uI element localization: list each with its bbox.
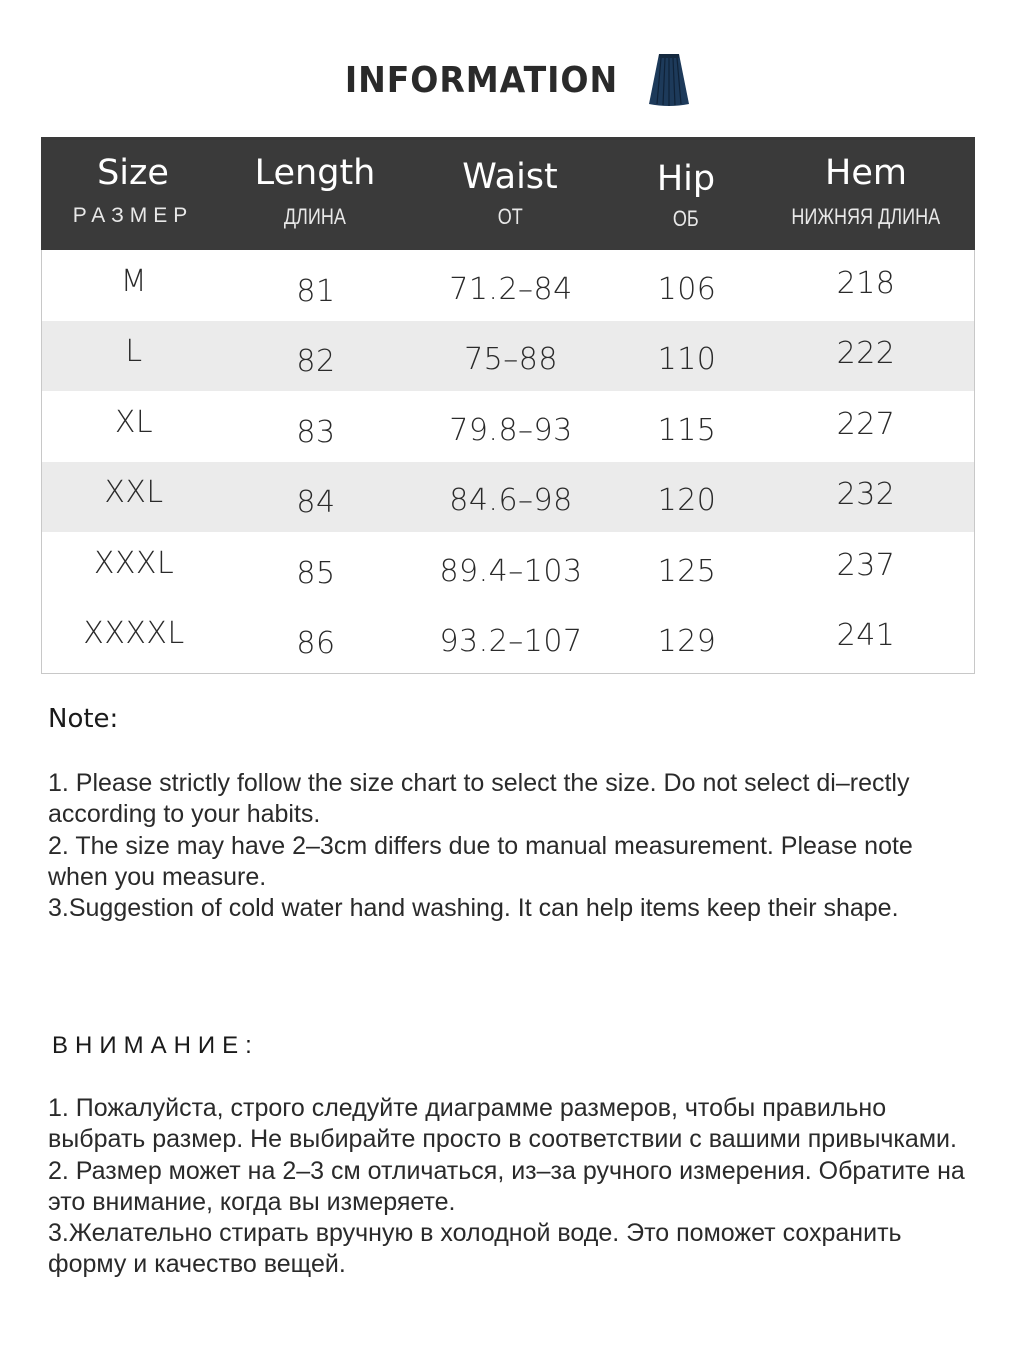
cell-length: 84 — [296, 485, 336, 521]
column-header-en: Hip — [656, 159, 716, 199]
cell-waist: 75–88 — [464, 342, 558, 378]
cell-hip: 106 — [657, 271, 717, 307]
page-header — [0, 50, 1024, 110]
cell-length: 83 — [296, 414, 336, 450]
cell-size: XXXXL — [83, 616, 185, 652]
column-header-waist — [405, 138, 615, 250]
cell-size: XXL — [104, 475, 164, 511]
column-header-hip — [615, 138, 757, 250]
cell-hip: 125 — [657, 553, 717, 589]
cell-hem: 237 — [836, 547, 896, 583]
cell-waist: 89.4–103 — [439, 553, 583, 589]
column-header-en: Waist — [462, 157, 558, 197]
table-row — [42, 321, 974, 392]
column-header-ru: РАЗМЕР — [72, 204, 194, 227]
column-header-length — [225, 138, 405, 250]
cell-length: 81 — [296, 273, 336, 309]
cell-hip: 120 — [657, 483, 717, 519]
cell-hem: 227 — [836, 406, 896, 442]
cell-hip: 129 — [657, 624, 717, 660]
note-list-ru — [48, 1093, 968, 1281]
list-item: 2. Размер может на 2–3 см отличаться, из–за ручного измерения. Обратите на это внимание, когда вы измеряете. — [48, 1156, 965, 1216]
cell-size: L — [125, 334, 143, 370]
column-header-en: Length — [254, 153, 376, 193]
cell-waist: 71.2–84 — [449, 271, 573, 307]
note-list — [48, 768, 948, 924]
table-header — [41, 137, 975, 250]
page-title: INFORMATION — [345, 59, 619, 101]
cell-hip: 110 — [657, 342, 717, 378]
table-row — [42, 250, 974, 321]
cell-waist: 79.8–93 — [449, 412, 573, 448]
column-header-ru: ДЛИНА — [283, 204, 347, 229]
table-row — [42, 532, 974, 603]
cell-hem: 232 — [836, 477, 896, 513]
cell-length: 85 — [296, 555, 336, 591]
column-header-en: Hem — [825, 153, 907, 193]
column-header-en: Size — [97, 153, 169, 193]
cell-hem: 222 — [836, 336, 896, 372]
cell-hip: 115 — [657, 412, 717, 448]
cell-length: 82 — [296, 344, 336, 380]
cell-hem: 241 — [836, 618, 896, 654]
column-header-ru: ОТ — [497, 204, 523, 229]
cell-size: XXXL — [93, 545, 175, 581]
list-item: 3.Suggestion of cold water hand washing. It can help items keep their shape. — [48, 894, 899, 923]
size-chart-table — [41, 137, 975, 674]
table-row — [42, 603, 974, 674]
list-item: 3.Желательно стирать вручную в холодной воде. Это поможет сохранить форму и качество вещей. — [48, 1219, 902, 1279]
column-header-ru: ОБ — [673, 206, 699, 231]
cell-length: 86 — [296, 626, 336, 662]
table-row — [42, 462, 974, 533]
cell-size: M — [120, 263, 148, 299]
note-title-ru: ВНИМАНИЕ: — [52, 1032, 259, 1059]
cell-hem: 218 — [836, 265, 896, 301]
list-item: 1. Please strictly follow the size chart to select the size. Do not select di–rectly according to your habits. — [48, 769, 910, 829]
table-row — [42, 391, 974, 462]
list-item: 2. The size may have 2–3cm differs due to manual measurement. Please note when you measure. — [48, 831, 913, 891]
column-header-size — [41, 138, 225, 250]
cell-size: XL — [114, 404, 154, 440]
column-header-ru: НИЖНЯЯ ДЛИНА — [791, 204, 941, 229]
note-title: Note: — [48, 704, 119, 734]
skirt-icon — [647, 52, 691, 108]
cell-waist: 84.6–98 — [449, 483, 573, 519]
list-item: 1. Пожалуйста, строго следуйте диаграмме размеров, чтобы правильно выбрать размер. Не выбирайте просто в соответствии с вашими привычками. — [48, 1094, 957, 1154]
column-header-hem — [757, 138, 975, 250]
cell-waist: 93.2–107 — [439, 624, 583, 660]
